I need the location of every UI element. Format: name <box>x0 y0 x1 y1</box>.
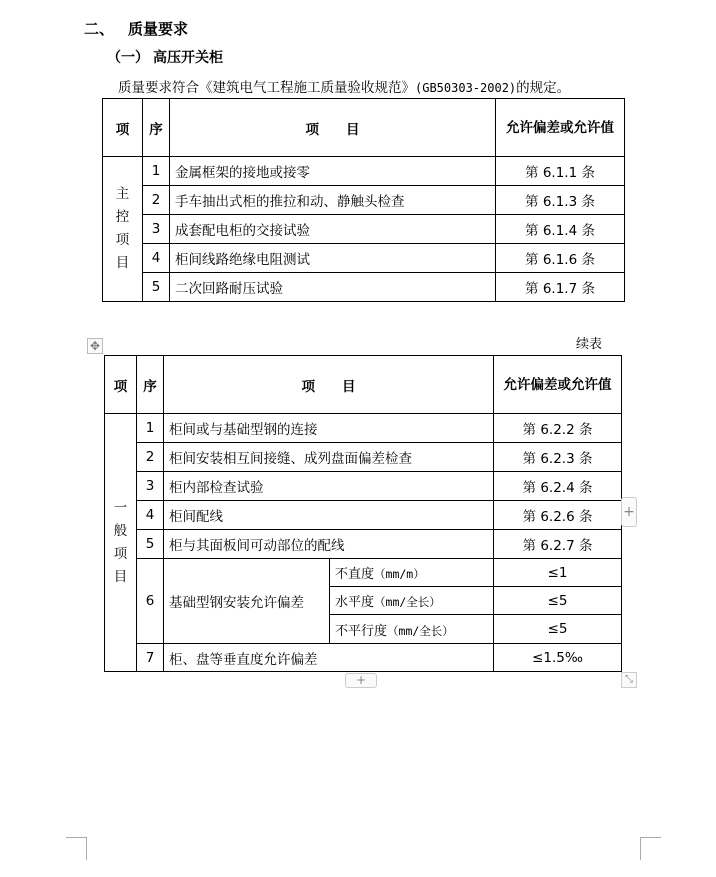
paragraph <box>118 76 570 96</box>
header-tolerance[interactable]: 允许偏差或允许值 <box>494 356 622 414</box>
table-row <box>103 244 625 273</box>
seq-cell[interactable]: 4 <box>137 501 164 530</box>
value-cell[interactable]: ≤1 <box>494 559 622 587</box>
table-row <box>105 414 622 443</box>
item-cell[interactable]: 金属框架的接地或接零 <box>170 157 496 186</box>
plus-icon: + <box>623 504 635 520</box>
value-cell[interactable]: 第 6.1.1 条 <box>496 157 625 186</box>
item-cell[interactable]: 手车抽出式柜的推拉和动、静触头检查 <box>170 186 496 215</box>
table-row <box>103 215 625 244</box>
header-seq[interactable]: 序 <box>143 99 170 157</box>
table-row <box>105 559 622 587</box>
seq-cell[interactable]: 1 <box>143 157 170 186</box>
paragraph-text-after: 的规定。 <box>516 80 571 96</box>
header-seq[interactable]: 序 <box>137 356 164 414</box>
paragraph-text-before: 质量要求符合《建筑电气工程施工质量验收规范》 <box>118 80 415 96</box>
sub-item-cell[interactable]: 不平行度（mm/全长） <box>330 615 494 644</box>
header-category[interactable]: 项 <box>105 356 137 414</box>
move-icon[interactable]: ✥ <box>87 338 103 354</box>
value-cell[interactable]: 第 6.1.4 条 <box>496 215 625 244</box>
seq-cell[interactable]: 6 <box>137 559 164 644</box>
value-cell[interactable]: 第 6.1.6 条 <box>496 244 625 273</box>
item-cell[interactable]: 基础型钢安装允许偏差 <box>164 559 330 644</box>
seq-cell[interactable]: 7 <box>137 644 164 672</box>
standard-code: (GB50303-2002) <box>415 81 517 95</box>
header-item[interactable]: 项 目 <box>170 99 496 157</box>
item-cell[interactable]: 二次回路耐压试验 <box>170 273 496 302</box>
plus-icon: + <box>355 673 367 687</box>
header-category[interactable]: 项 <box>103 99 143 157</box>
seq-cell[interactable]: 2 <box>143 186 170 215</box>
table-row <box>103 186 625 215</box>
subsection-title: 高压开关柜 <box>153 50 223 66</box>
table-row <box>105 472 622 501</box>
header-item[interactable]: 项 目 <box>164 356 494 414</box>
value-cell[interactable]: 第 6.2.3 条 <box>494 443 622 472</box>
item-cell[interactable]: 柜间安装相互间接缝、成列盘面偏差检查 <box>164 443 494 472</box>
table-row <box>105 501 622 530</box>
value-cell[interactable]: ≤5 <box>494 587 622 615</box>
add-column-button[interactable] <box>621 497 637 527</box>
table-row <box>103 157 625 186</box>
sub-item-cell[interactable]: 不直度（mm/m） <box>330 559 494 587</box>
page-margin-marker-left <box>66 837 87 860</box>
item-cell[interactable]: 柜间配线 <box>164 501 494 530</box>
page-margin-marker-right <box>640 837 661 860</box>
item-cell[interactable]: 成套配电柜的交接试验 <box>170 215 496 244</box>
continued-label: 续表 <box>576 337 603 352</box>
seq-cell[interactable]: 5 <box>143 273 170 302</box>
subsection-heading <box>107 47 223 67</box>
seq-cell[interactable]: 1 <box>137 414 164 443</box>
category-cell[interactable]: 一 般 项 目 <box>105 414 137 672</box>
value-cell[interactable]: 第 6.1.3 条 <box>496 186 625 215</box>
value-cell[interactable]: ≤5 <box>494 615 622 644</box>
sub-item-cell[interactable]: 水平度（mm/全长） <box>330 587 494 615</box>
table-row <box>105 644 622 672</box>
resize-icon[interactable]: ⤡ <box>621 672 637 688</box>
table-row <box>105 530 622 559</box>
item-cell[interactable]: 柜与其面板间可动部位的配线 <box>164 530 494 559</box>
main-control-table[interactable] <box>102 98 625 302</box>
item-cell[interactable]: 柜内部检查试验 <box>164 472 494 501</box>
table-row <box>105 443 622 472</box>
add-row-button[interactable] <box>345 673 377 688</box>
subsection-number: （一） <box>107 50 149 66</box>
item-cell[interactable]: 柜、盘等垂直度允许偏差 <box>164 644 494 672</box>
general-items-table[interactable] <box>104 355 622 672</box>
header-tolerance[interactable]: 允许偏差或允许值 <box>496 99 625 157</box>
value-cell[interactable]: ≤1.5‰ <box>494 644 622 672</box>
value-cell[interactable]: 第 6.2.2 条 <box>494 414 622 443</box>
seq-cell[interactable]: 3 <box>143 215 170 244</box>
item-cell[interactable]: 柜间线路绝缘电阻测试 <box>170 244 496 273</box>
value-cell[interactable]: 第 6.2.4 条 <box>494 472 622 501</box>
item-cell[interactable]: 柜间或与基础型钢的连接 <box>164 414 494 443</box>
seq-cell[interactable]: 5 <box>137 530 164 559</box>
category-cell[interactable]: 主 控 项 目 <box>103 157 143 302</box>
seq-cell[interactable]: 4 <box>143 244 170 273</box>
seq-cell[interactable]: 3 <box>137 472 164 501</box>
value-cell[interactable]: 第 6.2.7 条 <box>494 530 622 559</box>
table-row <box>103 273 625 302</box>
value-cell[interactable]: 第 6.2.6 条 <box>494 501 622 530</box>
value-cell[interactable]: 第 6.1.7 条 <box>496 273 625 302</box>
section-title: 质量要求 <box>128 20 189 38</box>
section-heading <box>84 18 188 39</box>
section-number: 二、 <box>84 20 115 38</box>
seq-cell[interactable]: 2 <box>137 443 164 472</box>
